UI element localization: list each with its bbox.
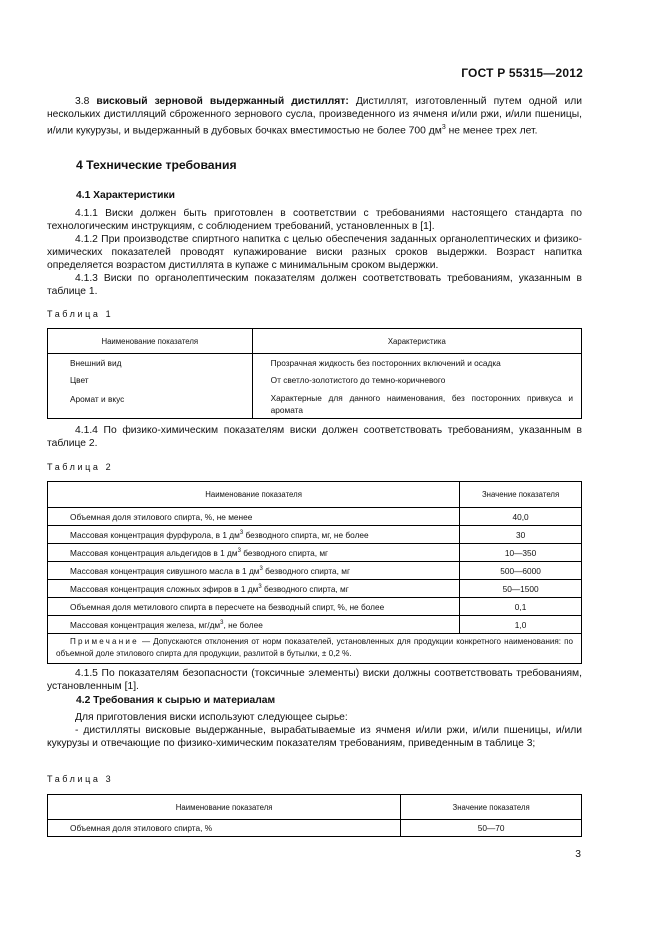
paragraph-4-1-5: 4.1.5 По показателям безопасности (токсичные элементы) виски должны соответствовать требованиям, установленным [1]. [47, 668, 582, 693]
table-row [48, 820, 582, 837]
table-row [48, 544, 582, 562]
paragraph-4-2-intro: Для приготовления виски используют следующее сырье: [75, 712, 348, 723]
table-cell: Аромат и вкус [48, 389, 253, 419]
table-cell: 40,0 [460, 508, 582, 526]
table-note [48, 634, 582, 664]
note-text: — Допускаются отклонения от норм показателей, установленных для продукции конкретного наименования: по объемной доле этилового спирта для продукции, разлитой в бутылки, ± 0,2 %. [56, 637, 573, 658]
table-cell: Характерные для данного наименования, без посторонних привкуса и аромата [252, 389, 581, 419]
table-cell: Цвет [48, 372, 253, 389]
table-cell: 50—70 [401, 820, 582, 837]
table-row [48, 562, 582, 580]
table-cell: Внешний вид [48, 354, 253, 372]
table-cell: Массовая концентрация железа, $мг/дм^3$, не более [48, 616, 460, 634]
table-2-header-value: Значение показателя [460, 482, 582, 508]
table-row [48, 508, 582, 526]
table-3-caption: Таблица 3 [47, 774, 114, 784]
paragraph-4-1-1: 4.1.1 Виски должен быть приготовлен в соответствии с требованиями настоящего стандарта по технологическим инструкциям, с соблюдением требований, установленных в [1]. [47, 208, 582, 233]
standard-code: ГОСТ Р 55315—2012 [461, 66, 583, 80]
paragraph-4-1-4: 4.1.4 По физико-химическим показателям виски должен соответствовать требованиям, указанным в таблице 2. [47, 425, 582, 450]
table-row [48, 526, 582, 544]
paragraph-4-1-2: 4.1.2 При производстве спиртного напитка с целью обеспечения заданных органолептических и физико-химических показателей проводят купажирование виски разных сроков выдержки. Возраст напитка определяется возрастом дистиллята в купаже с минимальным сроком выдержки. [47, 234, 582, 272]
table-cell: Массовая концентрация сивушного масла в 1 $дм^3$ безводного спирта, мг [48, 562, 460, 580]
table-cell: 30 [460, 526, 582, 544]
table-2 [47, 481, 582, 664]
table-cell: Объемная доля этилового спирта, %, не менее [48, 508, 460, 526]
section-4-heading: 4 Технические требования [76, 158, 237, 172]
clause-number: 3.8 [75, 96, 90, 107]
note-label: Примечание [70, 637, 139, 646]
term: висковый зерновой выдержанный дистиллят: [96, 96, 349, 107]
definition-tail: не менее трех лет. [445, 125, 538, 137]
table-cell: От светло-золотистого до темно-коричневого [252, 372, 581, 389]
table-row [48, 580, 582, 598]
table-1-caption: Таблица 1 [47, 309, 114, 319]
section-4-2-heading: 4.2 Требования к сырью и материалам [76, 695, 276, 706]
paragraph-3-8 [47, 95, 582, 138]
table-note-row [48, 634, 582, 664]
table-cell: 0,1 [460, 598, 582, 616]
table-cell: 10—350 [460, 544, 582, 562]
table-3 [47, 794, 582, 837]
table-3-header-value: Значение показателя [401, 795, 582, 820]
table-1-header-name: Наименование показателя [48, 329, 253, 354]
table-cell: Массовая концентрация сложных эфиров в 1 $дм^3$ безводного спирта, мг [48, 580, 460, 598]
table-cell: Массовая концентрация фурфурола, в 1 $дм^3$ безводного спирта, мг, не более [48, 526, 460, 544]
section-4-1-heading: 4.1 Характеристики [76, 190, 175, 201]
table-row [48, 389, 582, 419]
table-row [48, 372, 582, 389]
definition-text: Дистиллят, изготовленный путем одной или нескольких дистилляций сброженного зернового сусла, произведенного из ячменя и/или ржи, и/или пшеницы, и/или кукурузы, и выдержанный в дубовых бочках вместимостью не более 700 дм [47, 96, 582, 137]
table-cell: 50—1500 [460, 580, 582, 598]
table-1 [47, 328, 582, 419]
table-cell: 1,0 [460, 616, 582, 634]
table-cell: Объемная доля этилового спирта, % [48, 820, 401, 837]
table-2-header-name: Наименование показателя [48, 482, 460, 508]
table-row [48, 616, 582, 634]
table-3-header-name: Наименование показателя [48, 795, 401, 820]
table-2-caption: Таблица 2 [47, 462, 114, 472]
table-1-header-characteristic: Характеристика [252, 329, 581, 354]
table-row [48, 354, 582, 372]
table-cell: Массовая концентрация альдегидов в 1 $дм^3$ безводного спирта, мг [48, 544, 460, 562]
paragraph-4-1-3: 4.1.3 Виски по органолептическим показателям должен соответствовать требованиям, указанным в таблице 1. [47, 273, 582, 298]
superscript: 3 [441, 124, 446, 132]
table-row [48, 598, 582, 616]
table-cell: Объемная доля метилового спирта в пересчете на безводный спирт, %, не более [48, 598, 460, 616]
table-cell: Прозрачная жидкость без посторонних включений и осадка [252, 354, 581, 372]
paragraph-4-2-item: - дистилляты висковые выдержанные, вырабатываемые из ячменя и/или ржи, и/или пшеницы, и/или кукурузы и отвечающие по физико-химическим показателям требованиям, приведенным в таблице 3; [47, 725, 582, 750]
page-number: 3 [575, 849, 581, 860]
table-cell: 500—6000 [460, 562, 582, 580]
